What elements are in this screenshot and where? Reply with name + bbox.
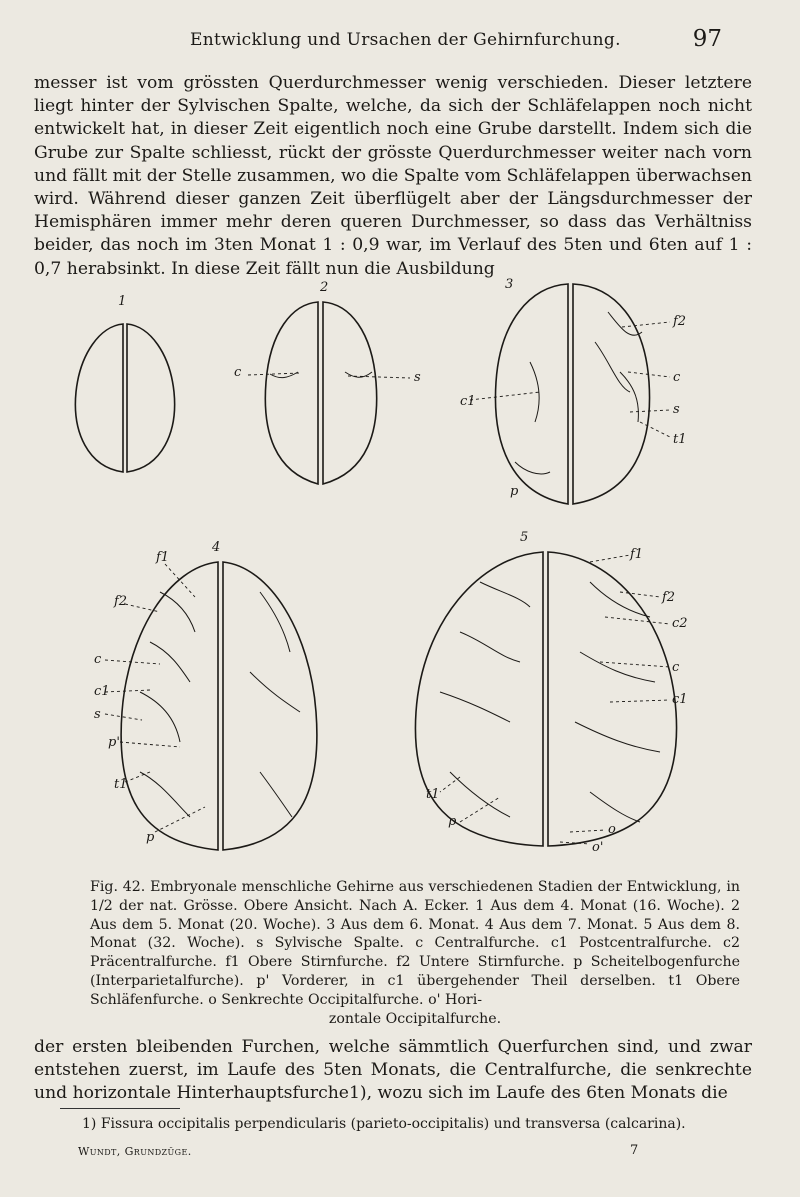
fig-label-1: 1 [118, 294, 127, 309]
brain-1 [75, 324, 174, 472]
figure-42-brains [30, 272, 800, 872]
paragraph-bottom [34, 1036, 752, 1106]
fig-label-b4-c: c [94, 652, 102, 667]
fig-label-b4-s: s [94, 707, 101, 722]
fig-label-b3-c: c [673, 370, 681, 385]
fig-label-b4-t1: t1 [114, 777, 128, 792]
figure-caption [90, 878, 740, 1028]
fig-label-b4-f2: f2 [114, 594, 128, 609]
printer-signature: Wundt, Grundzüge. [78, 1145, 192, 1158]
fig-label-b3-c1: c1 [460, 394, 476, 409]
footnote: 1) Fissura occipitalis perpendicularis (parieto-occipitalis) und transversa (calcarina). [82, 1116, 686, 1132]
fig-label-b5-t1: t1 [426, 787, 440, 802]
brain-drawings [30, 272, 800, 872]
brain-5 [415, 552, 676, 846]
fig-label-b3-f2: f2 [673, 314, 687, 329]
signature-number: 7 [630, 1143, 639, 1158]
fig-label-b2-c: c [234, 365, 242, 380]
caption-text: Fig. 42. Embryonale menschliche Gehirne aus verschiedenen Stadien der Entwicklung, in 1/2 der nat. Grösse. Obere Ansicht. Nach A. Ecker. 1 Aus dem 4. Monat (16. Woche). 2 Aus dem 5. Monat (20. Woche). 3 Aus dem 6. Monat. 4 Aus dem 7. Monat. 5 Aus dem 8. Monat (32. Woche). s Sylvische Spalte. c Centralfurche. c1 Postcentralfurche. c2 Präcentralfurche. f1 Obere Stirnfurche. f2 Untere Stirnfurche. p Scheitelbogenfurche (Interparietalfurche). p' Vorderer, in c1 übergehender Theil derselben. t1 Obere Schläfenfurche. o Senkrechte Occipitalfurche. o' Hori- [90, 879, 740, 1008]
fig-label-b5-p: p [448, 814, 457, 829]
running-title: Entwicklung und Ursachen der Gehirnfurchung. [190, 30, 621, 50]
fig-label-b4-p: p [146, 830, 155, 845]
fig-label-b3-s: s [673, 402, 680, 417]
brain-2 [248, 302, 410, 484]
fig-label-b5-f1: f1 [630, 547, 644, 562]
fig-label-b5-o: o [608, 822, 616, 837]
page-number: 97 [692, 26, 722, 52]
fig-label-b2-s: s [414, 370, 421, 385]
fig-label-2: 2 [320, 280, 329, 295]
paragraph-bottom-text: der ersten bleibenden Furchen, welche sämmtlich Querfurchen sind, und zwar entstehen zuerst, im Laufe des 5ten Monats, die Centralfurche, die senkrechte und horizontale Hinterhauptsfurche1), wozu sich im Laufe des 6ten Monats die [34, 1037, 752, 1104]
fig-label-5: 5 [520, 530, 529, 545]
fig-label-4: 4 [212, 540, 221, 555]
caption-last-line: zontale Occipitalfurche. [328, 1010, 502, 1027]
brain-3 [470, 284, 670, 504]
fig-label-b5-c1: c1 [672, 692, 688, 707]
fig-label-b4-p1: p' [108, 735, 120, 750]
fig-label-b4-c1: c1 [94, 684, 110, 699]
running-header [0, 26, 800, 56]
fig-label-b3-t1: t1 [673, 432, 687, 447]
fig-label-3: 3 [505, 277, 514, 292]
fig-label-b5-o1: o' [592, 840, 604, 855]
fig-label-b5-c: c [672, 660, 680, 675]
fig-label-b3-p: p [510, 484, 519, 499]
fig-label-b4-f1: f1 [156, 550, 170, 565]
fig-label-b5-f2: f2 [662, 590, 676, 605]
footnote-rule [60, 1108, 180, 1109]
brain-4 [105, 562, 317, 850]
paragraph-top-text: messer ist vom grössten Querdurchmesser wenig verschieden. Dieser letztere liegt hinter der Sylvischen Spalte, welche, da sich der Schläfelappen noch nicht entwickelt hat, in dieser Zeit eigentlich noch eine Grube darstellt. Indem sich die Grube zur Spalte schliesst, rückt der grösste Querdurchmesser weiter nach vorn und fällt mit der Stelle zusammen, wo die Spalte vom Schläfelappen überwachsen wird. Während dieser ganzen Zeit überflügelt aber der Längsdurchmesser der Hemisphären immer mehr deren queren Durchmesser, so dass das Verhältniss beider, das noch im 3ten Monat 1 : 0,9 war, im Verlauf des 5ten und 6ten auf 1 : 0,7 herabsinkt. In diese Zeit fällt nun die Ausbildung [34, 73, 752, 279]
fig-label-b5-c2: c2 [672, 616, 688, 631]
paragraph-top [34, 72, 752, 281]
